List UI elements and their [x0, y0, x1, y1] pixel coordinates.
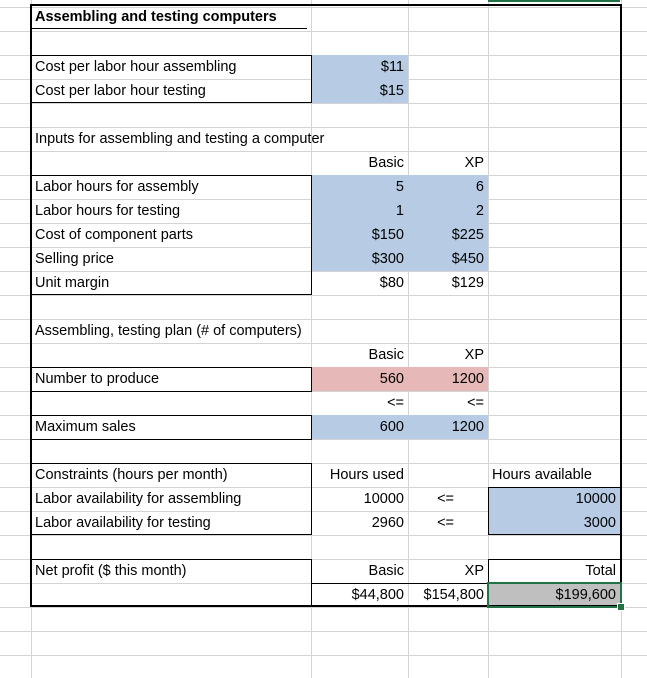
number-to-produce-xp[interactable]: 1200: [408, 367, 488, 391]
unit-margin-xp[interactable]: $129: [451, 275, 484, 291]
selling-price-label[interactable]: Selling price: [35, 251, 114, 267]
net-profit-total[interactable]: $199,600: [488, 583, 620, 607]
assembling-constraint-label[interactable]: Labor availability for assembling: [35, 491, 242, 507]
fill-handle[interactable]: [617, 603, 625, 611]
title-underline: [31, 28, 307, 29]
testing-hours-used[interactable]: 2960: [371, 515, 404, 531]
component-cost-label[interactable]: Cost of component parts: [35, 227, 193, 243]
constraints-heading[interactable]: Constraints (hours per month): [35, 467, 228, 483]
component-cost-basic[interactable]: $150: [311, 223, 408, 247]
number-to-produce-label[interactable]: Number to produce: [35, 371, 160, 387]
plan-col-basic[interactable]: Basic: [368, 347, 404, 363]
testing-constraint-label[interactable]: Labor availability for testing: [35, 515, 211, 531]
le-xp[interactable]: <=: [467, 395, 484, 411]
net-profit-xp[interactable]: $154,800: [423, 587, 484, 603]
assembling-hours-used[interactable]: 10000: [363, 491, 404, 507]
assembling-constraint-op[interactable]: <=: [437, 491, 454, 507]
maximum-sales-basic[interactable]: 600: [311, 415, 408, 439]
inputs-heading[interactable]: Inputs for assembling and testing a computer: [35, 131, 325, 147]
number-to-produce-basic[interactable]: 560: [311, 367, 408, 391]
labor-testing-xp[interactable]: 2: [408, 199, 488, 223]
labor-testing-basic[interactable]: 1: [311, 199, 408, 223]
labor-assembly-xp[interactable]: 6: [408, 175, 488, 199]
labor-testing-label[interactable]: Labor hours for testing: [35, 203, 181, 219]
sheet-title[interactable]: Assembling and testing computers: [35, 9, 277, 25]
unit-margin-basic[interactable]: $80: [379, 275, 404, 291]
maximum-sales-xp[interactable]: 1200: [408, 415, 488, 439]
column-header-highlight: [488, 0, 620, 2]
le-basic[interactable]: <=: [387, 395, 404, 411]
assembling-hours-available[interactable]: 10000: [488, 487, 620, 511]
profit-col-basic[interactable]: Basic: [368, 563, 404, 579]
unit-margin-label[interactable]: Unit margin: [35, 275, 110, 291]
cost-assembling-label[interactable]: Cost per labor hour assembling: [35, 59, 237, 75]
labor-assembly-basic[interactable]: 5: [311, 175, 408, 199]
profit-col-xp[interactable]: XP: [464, 563, 484, 579]
cost-testing-input[interactable]: $15: [311, 79, 408, 103]
cost-assembling-input[interactable]: $11: [311, 55, 408, 79]
net-profit-label[interactable]: Net profit ($ this month): [35, 563, 187, 579]
maximum-sales-label[interactable]: Maximum sales: [35, 419, 136, 435]
labor-assembly-label[interactable]: Labor hours for assembly: [35, 179, 199, 195]
inputs-col-basic[interactable]: Basic: [368, 155, 404, 171]
component-cost-xp[interactable]: $225: [408, 223, 488, 247]
selling-price-basic[interactable]: $300: [311, 247, 408, 271]
constraints-col-available[interactable]: Hours available: [492, 467, 592, 483]
plan-col-xp[interactable]: XP: [464, 347, 484, 363]
testing-constraint-op[interactable]: <=: [437, 515, 454, 531]
selling-price-xp[interactable]: $450: [408, 247, 488, 271]
net-profit-basic[interactable]: $44,800: [351, 587, 404, 603]
constraints-col-used[interactable]: Hours used: [329, 467, 404, 483]
testing-hours-available[interactable]: 3000: [488, 511, 620, 535]
cost-testing-label[interactable]: Cost per labor hour testing: [35, 83, 206, 99]
inputs-col-xp[interactable]: XP: [464, 155, 484, 171]
plan-heading[interactable]: Assembling, testing plan (# of computers): [35, 323, 302, 339]
profit-col-total[interactable]: Total: [585, 563, 616, 579]
